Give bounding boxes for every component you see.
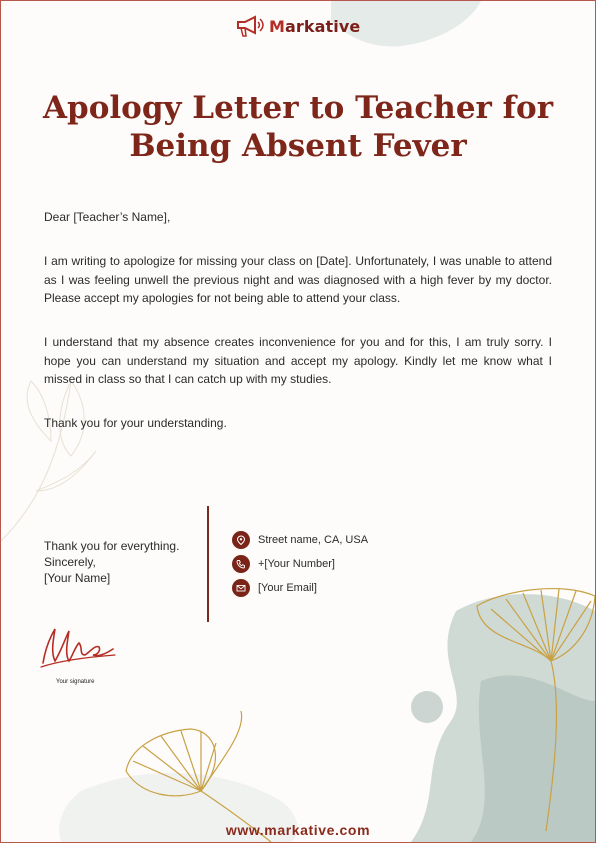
contact-email (232, 579, 317, 597)
paragraph-2: I understand that my absence creates inconvenience for you and for this, I am truly sorry. I hope you can understand my situation and accept my apology. Kindly let me know what I missed in class so that I can catch up with my studies. (44, 335, 552, 386)
megaphone-icon (235, 14, 265, 38)
watercolor-dot (411, 691, 443, 723)
phone-icon (232, 555, 250, 573)
address-text: Street name, CA, USA (258, 534, 369, 546)
email-text: [Your Email] (258, 582, 317, 594)
page-title (1, 89, 595, 165)
brand-rest: arkative (285, 16, 361, 36)
closing-line-1: Thank you for everything. (44, 539, 180, 553)
left-leaf-sketch (1, 381, 96, 541)
envelope-icon (232, 579, 250, 597)
website-link[interactable]: www.markative.com (225, 822, 371, 838)
paragraph-1: I am writing to apologize for missing your class on [Date]. Unfortunately, I was unable to attend as I was feeling unwell the previous night and was diagnosed with a high fever by my doctor. Please accept my apologies for not being able to attend your class. (44, 254, 552, 305)
location-pin-icon (232, 531, 250, 549)
salutation: Dear [Teacher’s Name], (44, 210, 171, 224)
brand-initial: M (269, 16, 286, 36)
closing-block (44, 538, 179, 586)
title-line-2: Being Absent Fever (129, 128, 467, 164)
brand-name (269, 17, 360, 36)
contact-phone (232, 555, 335, 573)
signature-label: Your signature (56, 679, 95, 685)
title-line-1: Apology Letter to Teacher for (42, 90, 554, 126)
vertical-divider (207, 506, 209, 622)
closing-line-2: Sincerely, (44, 555, 96, 569)
phone-text: +[Your Number] (258, 558, 335, 570)
brand-logo (235, 14, 360, 38)
signature-image (39, 621, 119, 676)
paragraph-3: Thank you for your understanding. (44, 416, 227, 430)
closing-name: [Your Name] (44, 571, 111, 585)
contact-address (232, 531, 368, 549)
